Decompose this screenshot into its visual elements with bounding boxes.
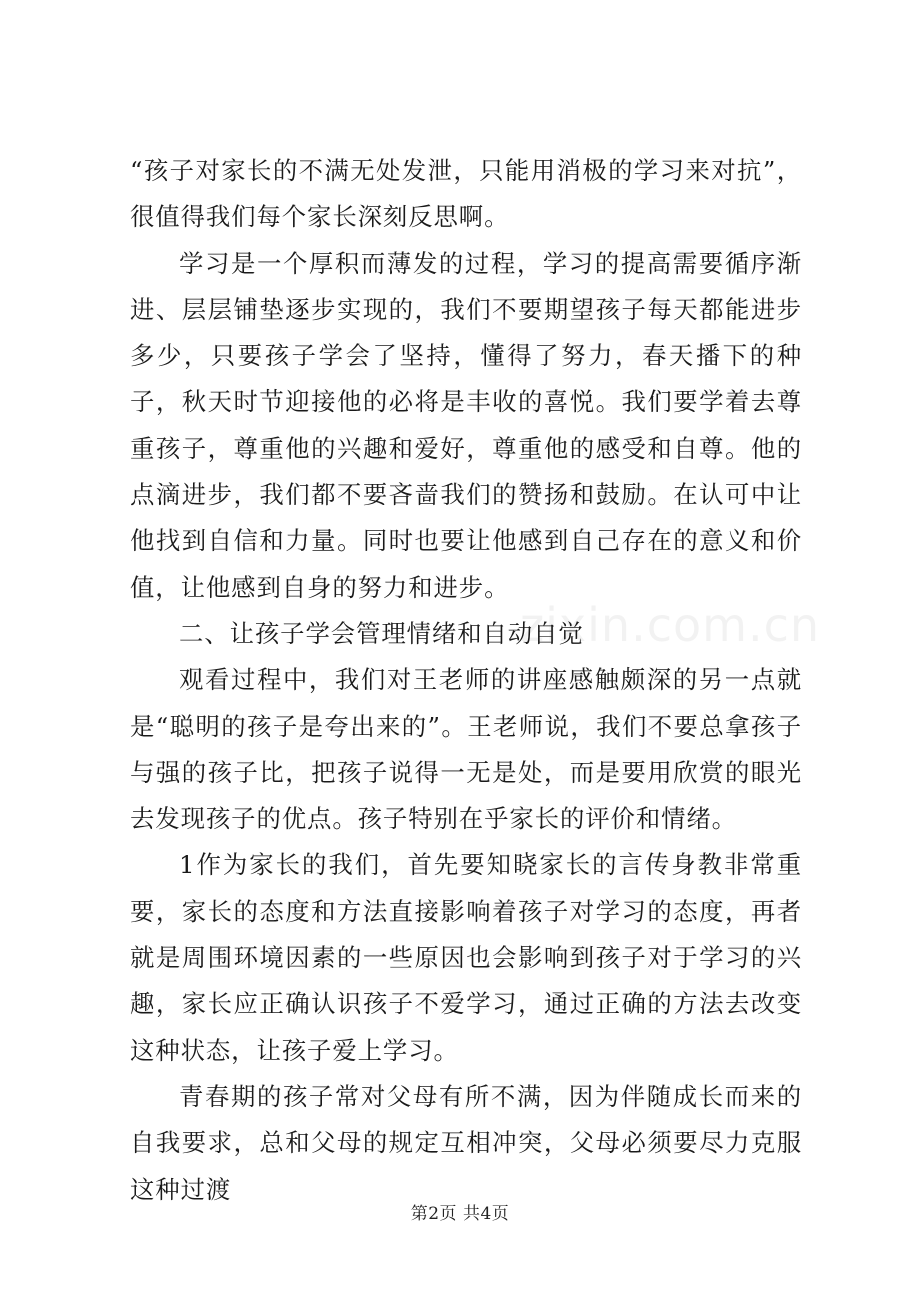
page-footer: 第2页 共4页	[410, 1204, 510, 1224]
section-heading-emotions: 二、让孩子学会管理情绪和自动自觉	[179, 618, 584, 648]
paragraph-learning-process: 学习是一个厚积而薄发的过程，学习的提高需要循序渐进、层层铺垫逐步实现的，我们不要期望孩子每天都能进步多少，只要孩子学会了坚持，懂得了努力，春天播下的种子，秋天时节迎接他的必将是丰收的喜悦。我们要学着去尊重孩子，尊重他的兴趣和爱好，尊重他的感受和自尊。他的点滴进步，我们都不要吝啬我们的赞扬和鼓励。在认可中让他找到自信和力量。同时也要让他感到自己存在的意义和价值，让他感到自身的努力和进步。	[130, 248, 802, 602]
watermark: zixin.com.cn	[520, 598, 821, 652]
paragraph-praise: 观看过程中，我们对王老师的讲座感触颇深的另一点就是“聪明的孩子是夸出来的”。王老师说，我们不要总拿孩子与强的孩子比，把孩子说得一无是处，而是要用欣赏的眼光去发现孩子的优点。孩子特别在乎家长的评价和情绪。	[130, 665, 802, 834]
paragraph-parent-example: 1作为家长的我们，首先要知晓家长的言传身教非常重要，家长的态度和方法直接影响着孩子对学习的态度，再者就是周围环境因素的一些原因也会影响到孩子对于学习的兴趣，家长应正确认识孩子不爱学习，通过正确的方法去改变这种状态，让孩子爱上学习。	[130, 850, 802, 1065]
paragraph-adolescence: 青春期的孩子常对父母有所不满，因为伴随成长而来的自我要求，总和父母的规定互相冲突，父母必须要尽力克服这种过渡	[130, 1081, 802, 1204]
paragraph-intro-quote: “孩子对家长的不满无处发泄，只能用消极的学习来对抗”，很值得我们每个家长深刻反思啊。	[130, 156, 802, 232]
document-body	[130, 148, 802, 1213]
